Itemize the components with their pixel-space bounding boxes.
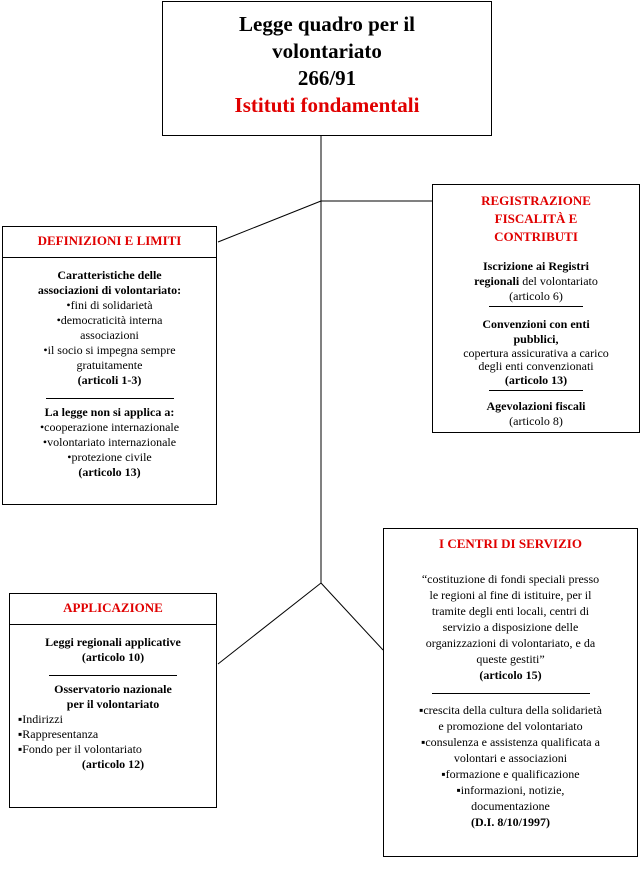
definizioni-bullet-3a: •il socio si impegna sempre (43, 343, 176, 357)
registrazione-box (432, 184, 640, 433)
definizioni-bullet-2a: •democraticità interna (56, 313, 163, 327)
registrazione-s3-ref: (articolo 8) (509, 414, 563, 428)
centri-quote-3: tramite degli enti locali, centri di (431, 604, 590, 618)
definizioni-bullet-1: •fini di solidarietà (66, 298, 153, 312)
applicazione-s2-line1: Osservatorio nazionale (54, 682, 172, 696)
registrazione-heading-1: REGISTRAZIONE (481, 193, 591, 208)
definizioni-heading: DEFINIZIONI E LIMITI (37, 233, 182, 248)
registrazione-s3-line1: Agevolazioni fiscali (486, 399, 586, 413)
definizioni-box (2, 226, 217, 505)
registrazione-s2-line1: Convenzioni con enti (482, 317, 590, 331)
centri-bullet-1a: ▪crescita della cultura della solidarietà (419, 703, 602, 717)
title-line-1: Legge quadro per il (239, 12, 415, 36)
definizioni-separator (46, 398, 174, 399)
applicazione-s1-line1: Leggi regionali applicative (45, 635, 181, 649)
applicazione-box (9, 593, 217, 808)
registrazione-separator-2 (489, 390, 583, 391)
definizioni-intro-1: Caratteristiche delle (57, 268, 162, 282)
registrazione-heading-2: FISCALITÀ E (494, 211, 578, 226)
centri-separator (432, 693, 590, 694)
definizioni-ref-2: (articolo 13) (78, 465, 141, 479)
applicazione-s1-ref: (articolo 10) (81, 650, 145, 664)
definizioni-intro-3: La legge non si applica a: (44, 405, 175, 419)
applicazione-s2-ref: (articolo 12) (81, 757, 145, 771)
centri-bullet-2b: volontari e associazioni (453, 751, 568, 765)
definizioni-bullet-4: •cooperazione internazionale (39, 420, 180, 434)
registrazione-s1-line2 (433, 274, 639, 289)
registrazione-s2-ref: (articolo 13) (504, 373, 568, 387)
registrazione-s2-line4: degli enti convenzionati (478, 359, 594, 373)
definizioni-header-divider (3, 257, 216, 258)
applicazione-header-divider (10, 624, 216, 625)
centri-ref: (D.I. 8/10/1997) (471, 815, 550, 829)
applicazione-s2-line2: per il volontariato (66, 697, 160, 711)
registrazione-separator-1 (489, 306, 583, 307)
title-subtitle: Istituti fondamentali (234, 93, 420, 117)
centri-bullet-2a: ▪consulenza e assistenza qualificata a (421, 735, 600, 749)
registrazione-s1-bold: regionali (474, 274, 520, 288)
applicazione-bullet-3: ▪Fondo per il volontariato (18, 742, 142, 756)
centri-quote-1: “costituzione di fondi speciali presso (421, 572, 600, 586)
centri-bullet-3: ▪formazione e qualificazione (441, 767, 580, 781)
registrazione-s2-line2: pubblici, (513, 332, 559, 346)
registrazione-s1-line1: Iscrizione ai Registri (483, 259, 589, 273)
centri-quote-ref: (articolo 15) (479, 668, 542, 682)
centri-heading: I CENTRI DI SERVIZIO (439, 536, 582, 551)
applicazione-separator (49, 675, 177, 676)
link-applicazione (218, 583, 321, 664)
applicazione-bullet-1: ▪Indirizzi (18, 712, 63, 726)
definizioni-bullet-2b: associazioni (80, 328, 139, 342)
definizioni-intro-2: associazioni di volontariato: (37, 283, 182, 297)
centri-quote-5: organizzazioni di volontariato, e da (425, 636, 596, 650)
registrazione-heading-3: CONTRIBUTI (494, 229, 578, 244)
centri-quote-6: queste gestiti” (476, 652, 545, 666)
definizioni-ref-1: (articoli 1-3) (77, 373, 142, 387)
centri-box (383, 528, 638, 857)
centri-bullet-4a: ▪informazioni, notizie, (456, 783, 565, 797)
definizioni-bullet-3b: gratuitamente (76, 358, 143, 372)
definizioni-bullet-5: •volontariato internazionale (42, 435, 177, 449)
registrazione-s1-ref: (articolo 6) (509, 289, 563, 303)
title-box (162, 1, 492, 136)
title-line-2: volontariato (272, 39, 382, 63)
title-line-3: 266/91 (297, 66, 357, 90)
link-centri (321, 583, 383, 650)
applicazione-heading: APPLICAZIONE (63, 600, 163, 615)
centri-bullet-4b: documentazione (471, 799, 550, 813)
registrazione-s1-normal: del volontariato (519, 274, 598, 288)
definizioni-bullet-6: •protezione civile (67, 450, 152, 464)
registrazione-s2-line3: copertura assicurativa a carico (463, 346, 609, 360)
applicazione-bullet-2: ▪Rappresentanza (18, 727, 99, 741)
centri-quote-4: servizio a disposizione delle (442, 620, 579, 634)
centri-bullet-1b: e promozione del volontariato (438, 719, 583, 733)
link-definizioni (218, 201, 321, 242)
centri-quote-2: le regioni al fine di istituire, per il (429, 588, 592, 602)
